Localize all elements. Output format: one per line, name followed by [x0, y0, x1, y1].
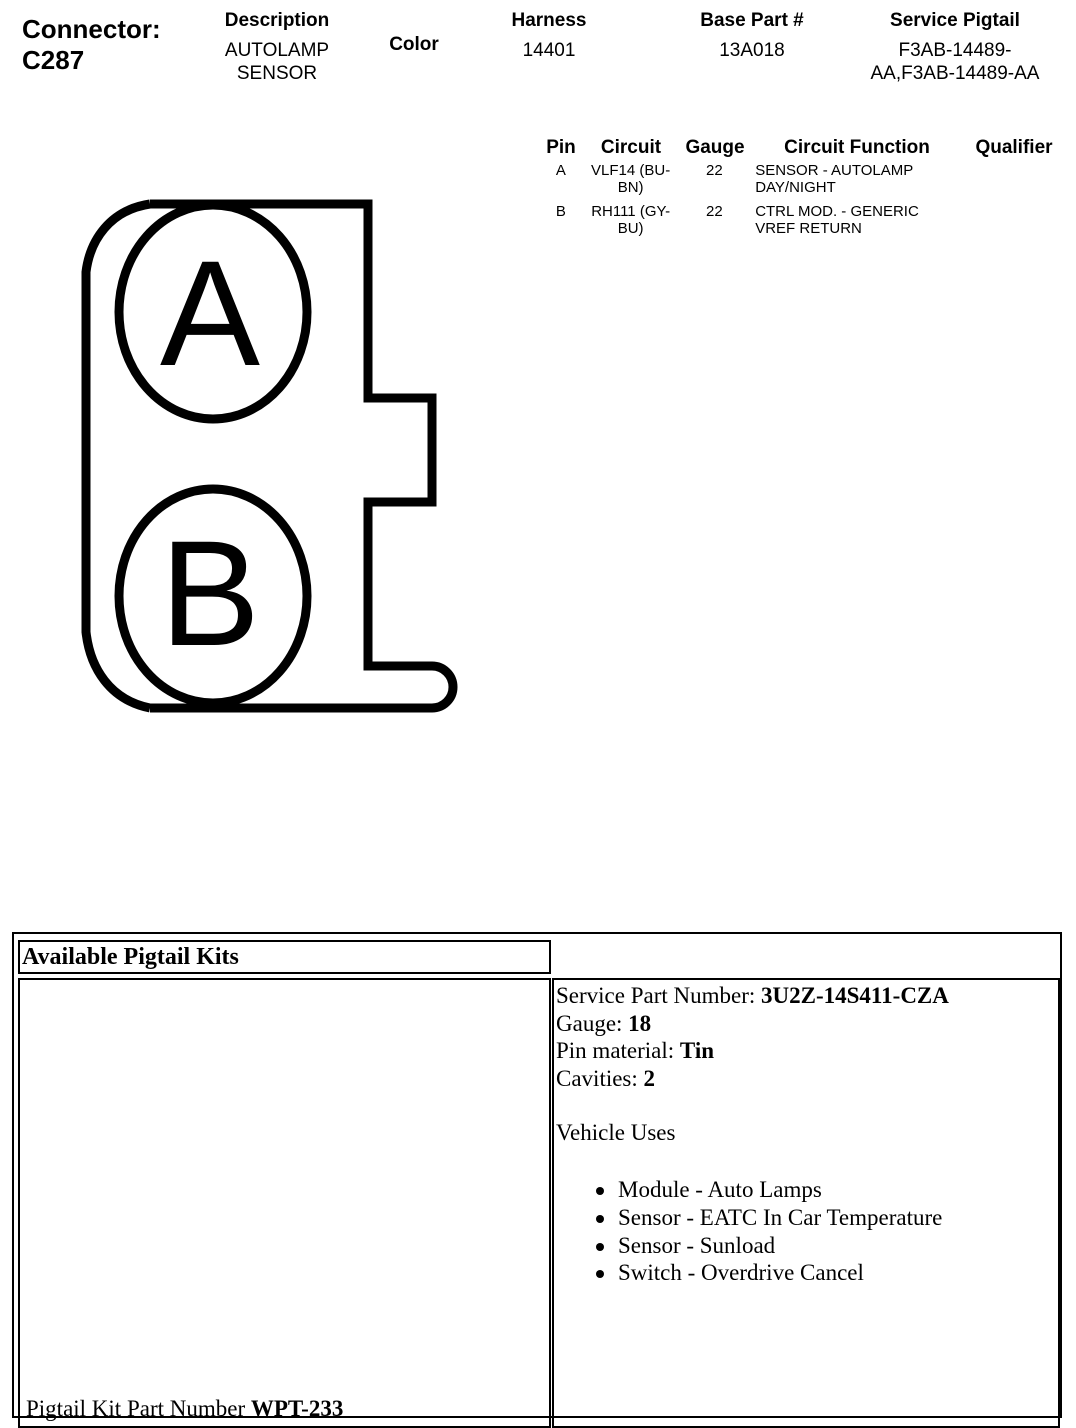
harness-label: Harness — [511, 10, 587, 31]
table-row — [538, 162, 1068, 203]
qualifier-cell — [964, 203, 1068, 244]
table-row — [538, 203, 1068, 244]
connector-left-bulge — [86, 204, 150, 708]
cavities-info: Cavities: 2 — [556, 1065, 656, 1091]
circuit-cell: VLF14 (BU- BN) — [591, 162, 671, 196]
pin-cell: B — [555, 203, 566, 220]
service-pigtail-label: Service Pigtail — [890, 10, 1020, 31]
pin-table — [538, 134, 1068, 244]
description-label: Description — [224, 10, 330, 31]
circuit-cell: RH111 (GY- BU) — [591, 203, 671, 237]
pigtail-image-cell — [18, 978, 551, 1428]
pigtail-kits-title: Available Pigtail Kits — [18, 940, 551, 974]
list-item: Sensor - Sunload — [618, 1232, 1056, 1260]
function-cell: CTRL MOD. - GENERIC VREF RETURN — [755, 203, 919, 237]
harness-value: 14401 — [522, 40, 576, 61]
color-label: Color — [389, 34, 439, 55]
pigtail-info-cell — [552, 978, 1060, 1428]
connector-face-diagram — [0, 180, 480, 730]
service-pigtail-value: F3AB-14489- AA,F3AB-14489-AA — [870, 40, 1040, 84]
gauge-cell: 22 — [705, 162, 723, 179]
qualifier-cell — [964, 162, 1068, 203]
pin-table-header — [538, 134, 1068, 162]
column-header-gauge: Gauge — [685, 137, 745, 158]
base-part-value: 13A018 — [719, 40, 785, 61]
column-header-circuit-function: Circuit Function — [784, 137, 930, 158]
base-part-label: Base Part # — [700, 10, 804, 31]
pigtail-kit-part-number: Pigtail Kit Part Number WPT-233 — [26, 1396, 344, 1421]
cavity-a-label: A — [159, 229, 261, 397]
list-item: Sensor - EATC In Car Temperature — [618, 1204, 1056, 1232]
pin-cell: A — [555, 162, 566, 179]
list-item: Module - Auto Lamps — [618, 1176, 1056, 1204]
vehicle-uses-label: Vehicle Uses — [556, 1120, 676, 1146]
pin-material-info: Pin material: Tin — [556, 1038, 715, 1064]
column-header-circuit: Circuit — [600, 137, 662, 158]
description-value: AUTOLAMP SENSOR — [224, 40, 330, 84]
pigtail-kits-panel — [12, 932, 1062, 1421]
list-item: Switch - Overdrive Cancel — [618, 1259, 1056, 1287]
gauge-info: Gauge: 18 — [556, 1010, 652, 1036]
column-header-qualifier: Qualifier — [975, 137, 1053, 158]
function-cell: SENSOR - AUTOLAMP DAY/NIGHT — [755, 162, 914, 196]
vehicle-uses-list — [556, 1176, 1056, 1287]
connector-label: Connector: — [22, 14, 161, 44]
cavity-b-label: B — [159, 509, 261, 677]
connector-id: C287 — [22, 45, 85, 75]
gauge-cell: 22 — [705, 203, 723, 220]
column-header-pin: Pin — [546, 137, 576, 158]
service-part-number: Service Part Number: 3U2Z-14S411-CZA — [556, 983, 949, 1008]
